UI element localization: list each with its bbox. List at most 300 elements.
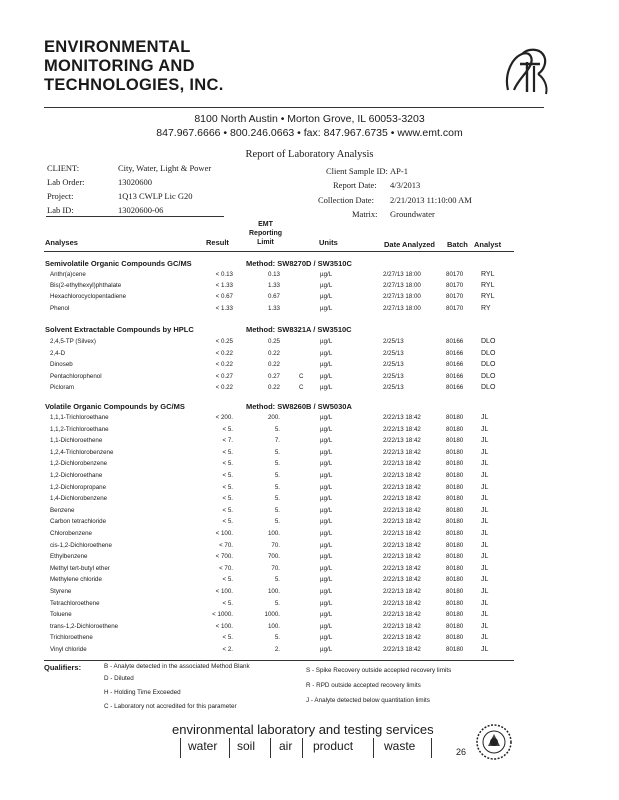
matrix-label: Matrix: <box>352 209 378 219</box>
date-analyzed: 2/22/13 18:42 <box>383 414 421 421</box>
reporting-limit: 5. <box>274 634 280 642</box>
analyst: JL <box>481 472 489 479</box>
units: µg/L <box>320 530 333 537</box>
table-row <box>0 611 619 623</box>
result-value: < 100. <box>215 588 233 595</box>
header-rule <box>44 107 544 108</box>
date-analyzed: 2/22/13 18:42 <box>383 530 421 537</box>
date-analyzed: 2/22/13 18:42 <box>383 553 421 561</box>
analyst: JL <box>481 530 489 537</box>
company-name-line-3: TECHNOLOGIES, INC. <box>44 76 224 94</box>
date-analyzed: 2/27/13 18:00 <box>383 293 421 301</box>
col-batch: Batch <box>447 240 468 249</box>
units: µg/L <box>320 437 333 445</box>
date-analyzed: 2/22/13 18:42 <box>383 611 421 619</box>
qualifier-flag: C <box>299 372 304 380</box>
service-product: product <box>313 739 354 753</box>
reporting-limit: 0.27 <box>267 372 280 380</box>
units: µg/L <box>320 541 333 549</box>
qualifier-c: C - Laboratory not accredited for this parameter <box>104 703 237 710</box>
analyst: JL <box>481 634 489 642</box>
table-row <box>0 414 619 426</box>
units: µg/L <box>320 576 333 584</box>
date-analyzed: 2/22/13 18:42 <box>383 437 421 445</box>
batch-id: 80180 <box>446 483 464 491</box>
table-row <box>0 484 619 496</box>
analyte-name: 1,1,2-Trichloroethane <box>50 425 109 433</box>
table-row <box>0 293 619 305</box>
reporting-limit: 5. <box>274 460 280 468</box>
result-value: < 5. <box>222 518 233 526</box>
table-row <box>0 565 619 577</box>
units: µg/L <box>320 293 333 301</box>
lab-order-label: Lab Order: <box>47 177 85 187</box>
units: µg/L <box>320 338 333 345</box>
units: µg/L <box>320 518 333 526</box>
units: µg/L <box>320 622 333 630</box>
lab-id-underline <box>46 216 224 217</box>
analyte-name: 1,1,1-Trichloroethane <box>50 414 109 421</box>
table-row <box>0 588 619 600</box>
analyst: JL <box>481 414 489 421</box>
analyst: DLO <box>481 384 496 392</box>
batch-id: 80180 <box>446 588 464 595</box>
reporting-limit: 5. <box>274 448 280 456</box>
sample-id-value: AP-1 <box>390 166 408 176</box>
units: µg/L <box>320 553 333 561</box>
table-row <box>0 373 619 385</box>
table-row <box>0 350 619 362</box>
reporting-limit: 5. <box>274 506 280 514</box>
service-divider <box>229 738 230 758</box>
emt-logo <box>500 44 556 100</box>
table-row <box>0 384 619 396</box>
col-analyst: Analyst <box>474 240 502 249</box>
date-analyzed: 2/25/13 <box>383 384 404 392</box>
col-date-analyzed: Date Analyzed <box>384 240 435 249</box>
table-row <box>0 646 619 658</box>
analyte-name: Ethylbenzene <box>50 553 88 561</box>
section-title-svoc: Semivolatile Organic Compounds GC/MS <box>45 259 192 268</box>
analyst: JL <box>481 611 489 619</box>
qualifier-r: R - RPD outside accepted recovery limits <box>306 682 421 689</box>
reporting-limit: 5. <box>274 483 280 491</box>
batch-id: 80170 <box>446 293 464 301</box>
analyte-name: Pentachlorophenol <box>50 372 102 380</box>
date-analyzed: 2/22/13 18:42 <box>383 425 421 433</box>
analyte-name: Vinyl chloride <box>50 646 87 653</box>
units: µg/L <box>320 634 333 642</box>
reporting-limit: 2. <box>274 646 280 653</box>
batch-id: 80166 <box>446 372 464 380</box>
report-date-label: Report Date: <box>333 180 377 190</box>
analyst: JL <box>481 576 489 584</box>
batch-id: 80180 <box>446 425 464 433</box>
company-address: 8100 North Austin • Morton Grove, IL 60053-3203 <box>194 113 425 125</box>
result-value: < 0.22 <box>215 361 233 369</box>
analyst: RYL <box>481 293 495 301</box>
table-row <box>0 553 619 565</box>
reporting-limit: 5. <box>274 599 280 607</box>
result-value: < 5. <box>222 460 233 468</box>
table-row <box>0 460 619 472</box>
batch-id: 80166 <box>446 361 464 369</box>
table-row <box>0 361 619 373</box>
date-analyzed: 2/22/13 18:42 <box>383 622 421 630</box>
reporting-limit: 100. <box>267 588 280 595</box>
analyst: JL <box>481 646 489 653</box>
matrix-value: Groundwater <box>390 209 435 219</box>
result-value: < 5. <box>222 599 233 607</box>
analyte-name: Benzene <box>50 506 75 514</box>
units: µg/L <box>320 384 333 392</box>
section-method-hplc: Method: SW8321A / SW3510C <box>246 325 352 334</box>
date-analyzed: 2/27/13 18:00 <box>383 282 421 290</box>
client-value: City, Water, Light & Power <box>118 163 212 173</box>
result-value: < 5. <box>222 472 233 479</box>
reporting-limit: 0.22 <box>267 349 280 357</box>
reporting-limit: 1000. <box>264 611 280 619</box>
col-result: Result <box>206 238 229 247</box>
batch-id: 80180 <box>446 634 464 642</box>
batch-id: 80180 <box>446 495 464 503</box>
reporting-limit: 5. <box>274 425 280 433</box>
date-analyzed: 2/25/13 <box>383 338 404 345</box>
date-analyzed: 2/22/13 18:42 <box>383 460 421 468</box>
reporting-limit: 100. <box>267 530 280 537</box>
analyst: JL <box>481 518 489 526</box>
qualifier-flag: C <box>299 384 304 392</box>
result-value: < 700. <box>215 553 233 561</box>
col-units: Units <box>319 238 338 247</box>
units: µg/L <box>320 271 333 278</box>
date-analyzed: 2/22/13 18:42 <box>383 541 421 549</box>
date-analyzed: 2/27/13 18:00 <box>383 304 421 312</box>
reporting-limit: 0.25 <box>267 338 280 345</box>
date-analyzed: 2/22/13 18:42 <box>383 634 421 642</box>
analyst: DLO <box>481 361 496 369</box>
analyte-name: 1,4-Dichlorobenzene <box>50 495 108 503</box>
units: µg/L <box>320 448 333 456</box>
reporting-limit: 0.22 <box>267 361 280 369</box>
qualifier-d: D - Diluted <box>104 675 134 682</box>
batch-id: 80180 <box>446 599 464 607</box>
units: µg/L <box>320 304 333 312</box>
result-value: < 0.27 <box>215 372 233 380</box>
units: µg/L <box>320 282 333 290</box>
analyst: DLO <box>481 372 496 380</box>
date-analyzed: 2/22/13 18:42 <box>383 646 421 653</box>
service-divider <box>373 738 374 758</box>
result-value: < 0.22 <box>215 349 233 357</box>
reporting-limit: 5. <box>274 518 280 526</box>
batch-id: 80180 <box>446 576 464 584</box>
report-title: Report of Laboratory Analysis <box>245 149 374 160</box>
batch-id: 80180 <box>446 646 464 653</box>
report-date-value: 4/3/2013 <box>390 180 421 190</box>
reporting-limit: 7. <box>274 437 280 445</box>
batch-id: 80166 <box>446 349 464 357</box>
analyte-name: Carbon tetrachloride <box>50 518 107 526</box>
result-value: < 5. <box>222 495 233 503</box>
analyst: JL <box>481 553 489 561</box>
table-row <box>0 437 619 449</box>
client-label: CLIENT: <box>47 163 80 173</box>
date-analyzed: 2/22/13 18:42 <box>383 564 421 572</box>
table-row <box>0 305 619 317</box>
analyst: JL <box>481 599 489 607</box>
qualifiers-label: Qualifiers: <box>44 663 82 672</box>
analyte-name: Methyl tert-butyl ether <box>50 564 110 572</box>
date-analyzed: 2/22/13 18:42 <box>383 599 421 607</box>
result-value: < 5. <box>222 425 233 433</box>
table-row <box>0 576 619 588</box>
batch-id: 80180 <box>446 541 464 549</box>
qualifier-s: S - Spike Recovery outside accepted recovery limits <box>306 667 452 674</box>
service-water: water <box>188 739 218 753</box>
reporting-limit: 0.22 <box>267 384 280 392</box>
analyte-name: Bis(2-ethylhexyl)phthalate <box>50 282 122 290</box>
service-divider <box>270 738 271 758</box>
reporting-limit: 700. <box>267 553 280 561</box>
lab-id-value: 13020600-06 <box>118 205 164 215</box>
batch-id: 80180 <box>446 622 464 630</box>
table-row <box>0 634 619 646</box>
analyte-name: Styrene <box>50 588 72 595</box>
analyte-name: Phenol <box>50 304 70 312</box>
result-value: < 5. <box>222 576 233 584</box>
date-analyzed: 2/22/13 18:42 <box>383 448 421 456</box>
batch-id: 80180 <box>446 506 464 514</box>
table-row <box>0 623 619 635</box>
batch-id: 80180 <box>446 437 464 445</box>
analyte-name: Trichloroethene <box>50 634 93 642</box>
analyte-name: 2,4-D <box>50 349 66 357</box>
batch-id: 80180 <box>446 518 464 526</box>
project-value: 1Q13 CWLP Lic G20 <box>118 191 193 201</box>
units: µg/L <box>320 372 333 380</box>
result-value: < 0.67 <box>215 293 233 301</box>
units: µg/L <box>320 361 333 369</box>
date-analyzed: 2/22/13 18:42 <box>383 472 421 479</box>
reporting-limit: 70. <box>271 564 280 572</box>
analyst: JL <box>481 564 489 572</box>
section-method-svoc: Method: SW8270D / SW3510C <box>246 259 352 268</box>
analyst: JL <box>481 425 489 433</box>
analyte-name: Methylene chloride <box>50 576 102 584</box>
reporting-limit: 1.33 <box>267 282 280 290</box>
units: µg/L <box>320 506 333 514</box>
table-row <box>0 542 619 554</box>
accreditation-seal <box>474 722 514 762</box>
analyst: RY <box>481 304 491 312</box>
units: µg/L <box>320 483 333 491</box>
analyst: RYL <box>481 271 495 278</box>
analyst: JL <box>481 541 489 549</box>
analyte-name: Chlorobenzene <box>50 530 92 537</box>
date-analyzed: 2/22/13 18:42 <box>383 576 421 584</box>
batch-id: 80170 <box>446 304 464 312</box>
qualifier-b: B - Analyte detected in the associated Method Blank <box>104 663 250 670</box>
result-value: < 1.33 <box>215 304 233 312</box>
reporting-limit: 70. <box>271 541 280 549</box>
result-value: < 5. <box>222 634 233 642</box>
section-title-hplc: Solvent Extractable Compounds by HPLC <box>45 325 194 334</box>
analyst: JL <box>481 495 489 503</box>
collection-date-label: Collection Date: <box>318 195 374 205</box>
analyst: JL <box>481 588 489 595</box>
result-value: < 2. <box>222 646 233 653</box>
batch-id: 80180 <box>446 414 464 421</box>
batch-id: 80180 <box>446 530 464 537</box>
result-value: < 0.13 <box>215 271 233 278</box>
analyst: RYL <box>481 282 495 290</box>
analyst: DLO <box>481 349 496 357</box>
units: µg/L <box>320 495 333 503</box>
analyte-name: 1,1-Dichloroethene <box>50 437 103 445</box>
reporting-limit: 200. <box>267 414 280 421</box>
batch-id: 80180 <box>446 448 464 456</box>
result-value: < 5. <box>222 506 233 514</box>
analyst: JL <box>481 437 489 445</box>
table-row <box>0 495 619 507</box>
table-row <box>0 472 619 484</box>
units: µg/L <box>320 564 333 572</box>
batch-id: 80166 <box>446 384 464 392</box>
batch-id: 80180 <box>446 611 464 619</box>
company-contact: 847.967.6666 • 800.246.0663 • fax: 847.967.6735 • www.emt.com <box>156 127 463 139</box>
col-analyses: Analyses <box>45 238 78 247</box>
table-row <box>0 600 619 612</box>
footer-tagline: environmental laboratory and testing services <box>172 722 434 737</box>
analyte-name: Dinoseb <box>50 361 73 369</box>
qualifier-h: H - Holding Time Exceeded <box>104 689 181 696</box>
section-title-voc: Volatile Organic Compounds by GC/MS <box>45 402 185 411</box>
lab-order-value: 13020600 <box>118 177 152 187</box>
units: µg/L <box>320 646 333 653</box>
service-soil: soil <box>237 739 256 753</box>
company-name-line-1: ENVIRONMENTAL <box>44 38 191 56</box>
date-analyzed: 2/22/13 18:42 <box>383 588 421 595</box>
result-value: < 1000. <box>212 611 233 619</box>
reporting-limit: 5. <box>274 472 280 479</box>
analyst: DLO <box>481 338 496 345</box>
analyst: JL <box>481 483 489 491</box>
units: µg/L <box>320 460 333 468</box>
result-value: < 1.33 <box>215 282 233 290</box>
units: µg/L <box>320 414 333 421</box>
result-value: < 100. <box>215 622 233 630</box>
table-row <box>0 507 619 519</box>
result-value: < 5. <box>222 448 233 456</box>
table-header-rule <box>44 251 514 252</box>
analyte-name: Picloram <box>50 384 75 392</box>
analyst: JL <box>481 506 489 514</box>
analyst: JL <box>481 622 489 630</box>
table-row <box>0 449 619 461</box>
analyte-name: Tetrachloroethene <box>50 599 100 607</box>
result-value: < 0.25 <box>215 338 233 345</box>
page-number: 26 <box>456 747 467 757</box>
date-analyzed: 2/22/13 18:42 <box>383 518 421 526</box>
section-method-voc: Method: SW8260B / SW5030A <box>246 402 352 411</box>
collection-date-value: 2/21/2013 11:10:00 AM <box>390 195 472 205</box>
reporting-limit: 1.33 <box>267 304 280 312</box>
table-row <box>0 271 619 283</box>
batch-id: 80180 <box>446 472 464 479</box>
units: µg/L <box>320 588 333 595</box>
reporting-limit: 5. <box>274 576 280 584</box>
date-analyzed: 2/27/13 18:00 <box>383 271 421 278</box>
table-row <box>0 530 619 542</box>
analyte-name: Hexachlorocyclopentadiene <box>50 293 127 301</box>
date-analyzed: 2/22/13 18:42 <box>383 495 421 503</box>
qualifier-j: J - Analyte detected below quantitation limits <box>306 697 430 704</box>
table-row <box>0 426 619 438</box>
batch-id: 80180 <box>446 564 464 572</box>
analyst: JL <box>481 460 489 468</box>
result-value: < 100. <box>215 530 233 537</box>
reporting-limit: 0.13 <box>267 271 280 278</box>
service-divider <box>302 738 303 758</box>
result-value: < 7. <box>222 437 233 445</box>
analyte-name: 1,2-Dichloroethane <box>50 472 103 479</box>
result-value: < 200. <box>215 414 233 421</box>
batch-id: 80166 <box>446 338 464 345</box>
service-waste: waste <box>384 739 416 753</box>
result-value: < 5. <box>222 483 233 491</box>
project-label: Project: <box>47 191 74 201</box>
units: µg/L <box>320 349 333 357</box>
analyte-name: 1,2,4-Trichlorobenzene <box>50 448 114 456</box>
col-reporting-limit: EMT Reporting Limit <box>249 221 283 246</box>
lab-id-label: Lab ID: <box>47 205 74 215</box>
units: µg/L <box>320 425 333 433</box>
analyte-name: Anthr(a)cene <box>50 271 86 278</box>
batch-id: 80170 <box>446 282 464 290</box>
reporting-limit: 0.67 <box>267 293 280 301</box>
analyte-name: 1,2-Dichlorobenzene <box>50 460 108 468</box>
batch-id: 80180 <box>446 553 464 561</box>
analyst: JL <box>481 448 489 456</box>
analyte-name: cis-1,2-Dichloroethene <box>50 541 112 549</box>
service-divider <box>431 738 432 758</box>
service-air: air <box>279 739 293 753</box>
date-analyzed: 2/22/13 18:42 <box>383 483 421 491</box>
table-row <box>0 282 619 294</box>
date-analyzed: 2/22/13 18:42 <box>383 506 421 514</box>
result-value: < 70. <box>219 564 233 572</box>
batch-id: 80180 <box>446 460 464 468</box>
company-name <box>44 38 224 95</box>
table-row <box>0 338 619 350</box>
analyte-name: Toluene <box>50 611 72 619</box>
result-value: < 70. <box>219 541 233 549</box>
date-analyzed: 2/25/13 <box>383 349 404 357</box>
units: µg/L <box>320 472 333 479</box>
service-divider <box>180 738 181 758</box>
qualifiers-rule <box>44 660 514 661</box>
analyte-name: 2,4,5-TP (Silvex) <box>50 338 96 345</box>
table-row <box>0 518 619 530</box>
date-analyzed: 2/25/13 <box>383 372 404 380</box>
date-analyzed: 2/25/13 <box>383 361 404 369</box>
batch-id: 80170 <box>446 271 464 278</box>
company-name-line-2: MONITORING AND <box>44 57 195 75</box>
units: µg/L <box>320 599 333 607</box>
sample-id-label: Client Sample ID: <box>326 166 388 176</box>
reporting-limit: 5. <box>274 495 280 503</box>
